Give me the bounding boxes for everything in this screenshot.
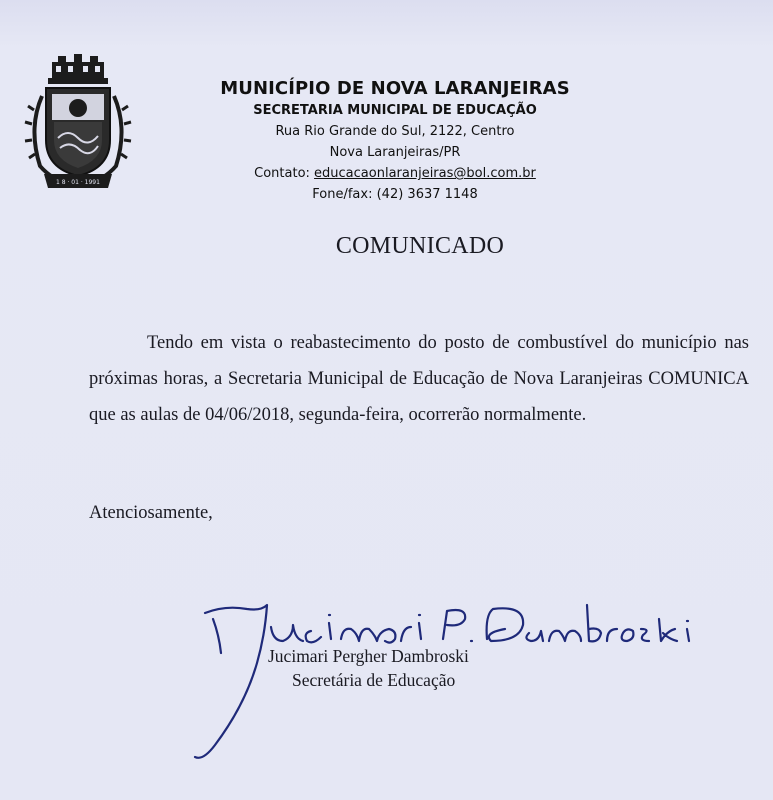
crest-ribbon-text: 1 8 · 01 · 1991 [56,179,100,186]
phone-line: Fone/fax: (42) 3637 1148 [312,187,478,202]
notice-body-text: Tendo em vista o reabastecimento do posto de combustível do município nas próximas horas, a Secretaria Municipal de Educação de Nova Laranjeiras COMUNICA que as aulas de 04/06/2018, segunda-feira, ocorrerão normalmente. [89,333,749,425]
signer-name: Jucimari Pergher Dambroski [268,646,469,666]
signer-role: Secretária de Educação [292,670,456,690]
notice-title: COMUNICADO [335,233,505,259]
contact-line [150,165,640,182]
municipality-title: MUNICÍPIO DE NOVA LARANJEIRAS [220,78,570,99]
city-line: Nova Laranjeiras/PR [329,145,461,160]
contact-email-link[interactable]: educacaonlaranjeiras@bol.com.br [314,166,536,181]
coat-of-arms-icon [22,48,134,194]
letterhead [150,78,640,207]
address-line: Rua Rio Grande do Sul, 2122, Centro [275,124,515,139]
contact-label: Contato: [254,166,315,181]
notice-body [89,325,749,433]
closing-salutation: Atenciosamente, [89,503,213,523]
department-name: SECRETARIA MUNICIPAL DE EDUCAÇÃO [253,103,537,118]
